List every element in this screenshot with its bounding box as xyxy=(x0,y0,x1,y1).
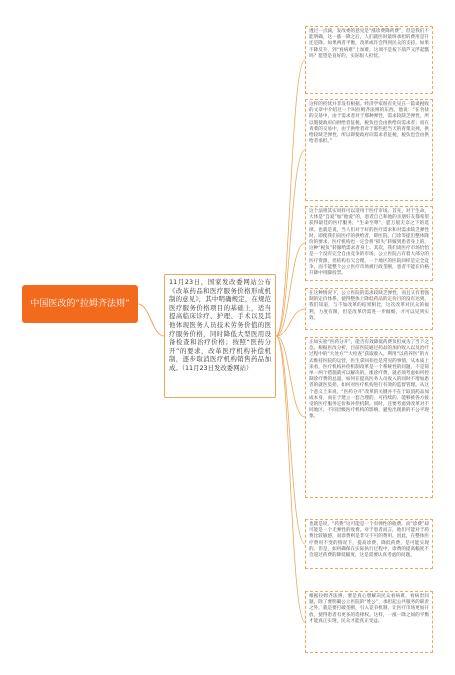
leaf-topic-6[interactable] xyxy=(305,519,433,569)
leaf-topic-7[interactable] xyxy=(305,591,433,653)
leaf-topic-text: 这个法则其实同样可以适用于医疗市场。首先，对于生命，大体是“自爱”加“他爱”的，患者自己和他的亲朋好友都希望获得最佳的医疗服务，“生命至尊”，愿万般无奈之下的选择。也就是说，当人们对于好的医疗需求和对需求缺乏弹性时，即使我们向医疗的供给者，即医院、门诊等提出整体降价的要求，医疗机构也一定会将“损失”转嫁到患者身上的，这种“税负”转嫁给需求者身上。其次，我们谈医疗市场恰恰是一个没有完全自由竞争的市场，公立医院占有着大部分的医疗资源，但结构有欠合理，一个地区的医院同样是完全竞争，而不能整个公立医疗市场被行政垄断，患者不能在价格升降中用脚投票。 xyxy=(309,209,429,277)
root-to-summary-link xyxy=(138,304,164,336)
leaf-topic-text: 正如实验“医药分开”，能否有效降低药费负担成为了当下之急。根据医改分析，目前医院通过药品的加价收入以及治疗过程中的“大处方”“大检查”获取收入，利用“以药养医”的方式维持医院的运营，医生拿回扣也是常见的事情，从本质上来看，医疗机构补偿机制改革是一个系统性的问题，不是简单一两个措施就可以解决的。涨诊疗费，就必须考虑如何控制诊疗费的总量，如何在提高医务人员收入的同时不增加患者的就医负担，如何对医疗机构进行有效的监督管理。从这个意义上来说，“医药分开”改革的关键并不在于取消药品加成本身，而在于建立一套合理的、可持续的、能够被各方接受的医疗服务定价和补偿机制。同时，还要考虑到改革对不同地区、不同层级医疗机构的影响，避免出现新的不公平现象。 xyxy=(309,340,429,420)
summary-to-leaf-2-link xyxy=(276,150,305,336)
root-topic-label: 中国医改的“拉姆齐法则” xyxy=(30,299,130,309)
summary-to-leaf-1-link xyxy=(276,60,305,336)
leaf-topic-text: 在这种情况下，公立医院的需求较缺乏弹性，而且又有着强制的定价体系，使得整体上降低药品的定价目的没有达到。我们知道，与不加改革的结果相比，这次改革对民众的福利，力度有限，但是改革仍需进一步做细，才可以见到实效。 xyxy=(309,291,429,321)
summary-topic[interactable] xyxy=(164,274,276,398)
summary-topic-text: 11月23日，国家发改委网站公布《改革药品和医疗服务价格形成机制的意见》，其中明确规定，在规范医疗服务价格项目的基础上，适当提高临床诊疗、护理、手术以及其他体现医务人员技术劳务价值的医疗服务价格，同时降低大型医用设备检查和治疗价格；按照“医药分开”的要求，改革医疗机构补偿机制，逐步取消医疗机构销售药品加成。（11月23日发改委网站） xyxy=(169,278,271,372)
root-topic[interactable] xyxy=(22,285,138,323)
leaf-topic-1[interactable] xyxy=(305,26,433,94)
leaf-topic-2[interactable] xyxy=(305,99,433,201)
leaf-topic-3[interactable] xyxy=(305,206,433,281)
leaf-topic-text: 也就是说，“药费”这可能是一个有弹性的收费。而“诊费”却可能是一个无弹性的收费。对于患者而言，他们可能对于药费比较敏感，而诊费则是非交不可的费用。因此，在整体医疗费用不变的情况下，提高诊费，降低药费，是可能实现的。但是，如何确保在实际执行过程中，诊费的提高幅度不会超过药费的降低幅度，这是需要认真考虑的问题。 xyxy=(309,522,429,559)
leaf-topic-text: 透过一点滴，发改委的意见是“涨诊费降药费”，但是我们不能明确，这一涨一降之后，人们就医时最终承担的费用是升还是降。如果两者平衡，改革或许会得到民众的支持。如果不降反升，到“看病难”上加难，这项不是按下葫芦又浮起瓢吗？愿望是良好的，实际很人担忧。 xyxy=(309,29,429,59)
summary-to-leaf-6-link xyxy=(276,336,305,544)
leaf-topic-4[interactable] xyxy=(305,288,433,330)
leaf-topic-text: 根据拉姆齐法则，要是真心想解决民众看病难、看病贵问题，除了要明确公立医院的“姓公”，承担起公共服务的职责之外，就是要打破垄断，引入竞争机制，让医疗市场更加开放，使得患者有更多的选择权。这样，一涨一降之间的平衡才能真正实现，民众才能真正受益。 xyxy=(309,594,429,624)
leaf-topic-5[interactable] xyxy=(305,337,433,498)
leaf-topic-text: 这样的担忧并非没有根据。经济学家很有先见在一篇谈税收的文章中介绍过一个叫拉姆齐法则的东西。他说：“在食盐的交易中，由于需求者对于那种弹性，需求较缺乏弹性，所以假使政府向供给者征税，税负也会由供给向需求者；而在青菜的交易中，由于供给者对于那些把当天的青菜卖掉，供给较缺乏弹性，所以即使政府向需求者征税，税负也会由供给者承担。” xyxy=(309,102,429,145)
